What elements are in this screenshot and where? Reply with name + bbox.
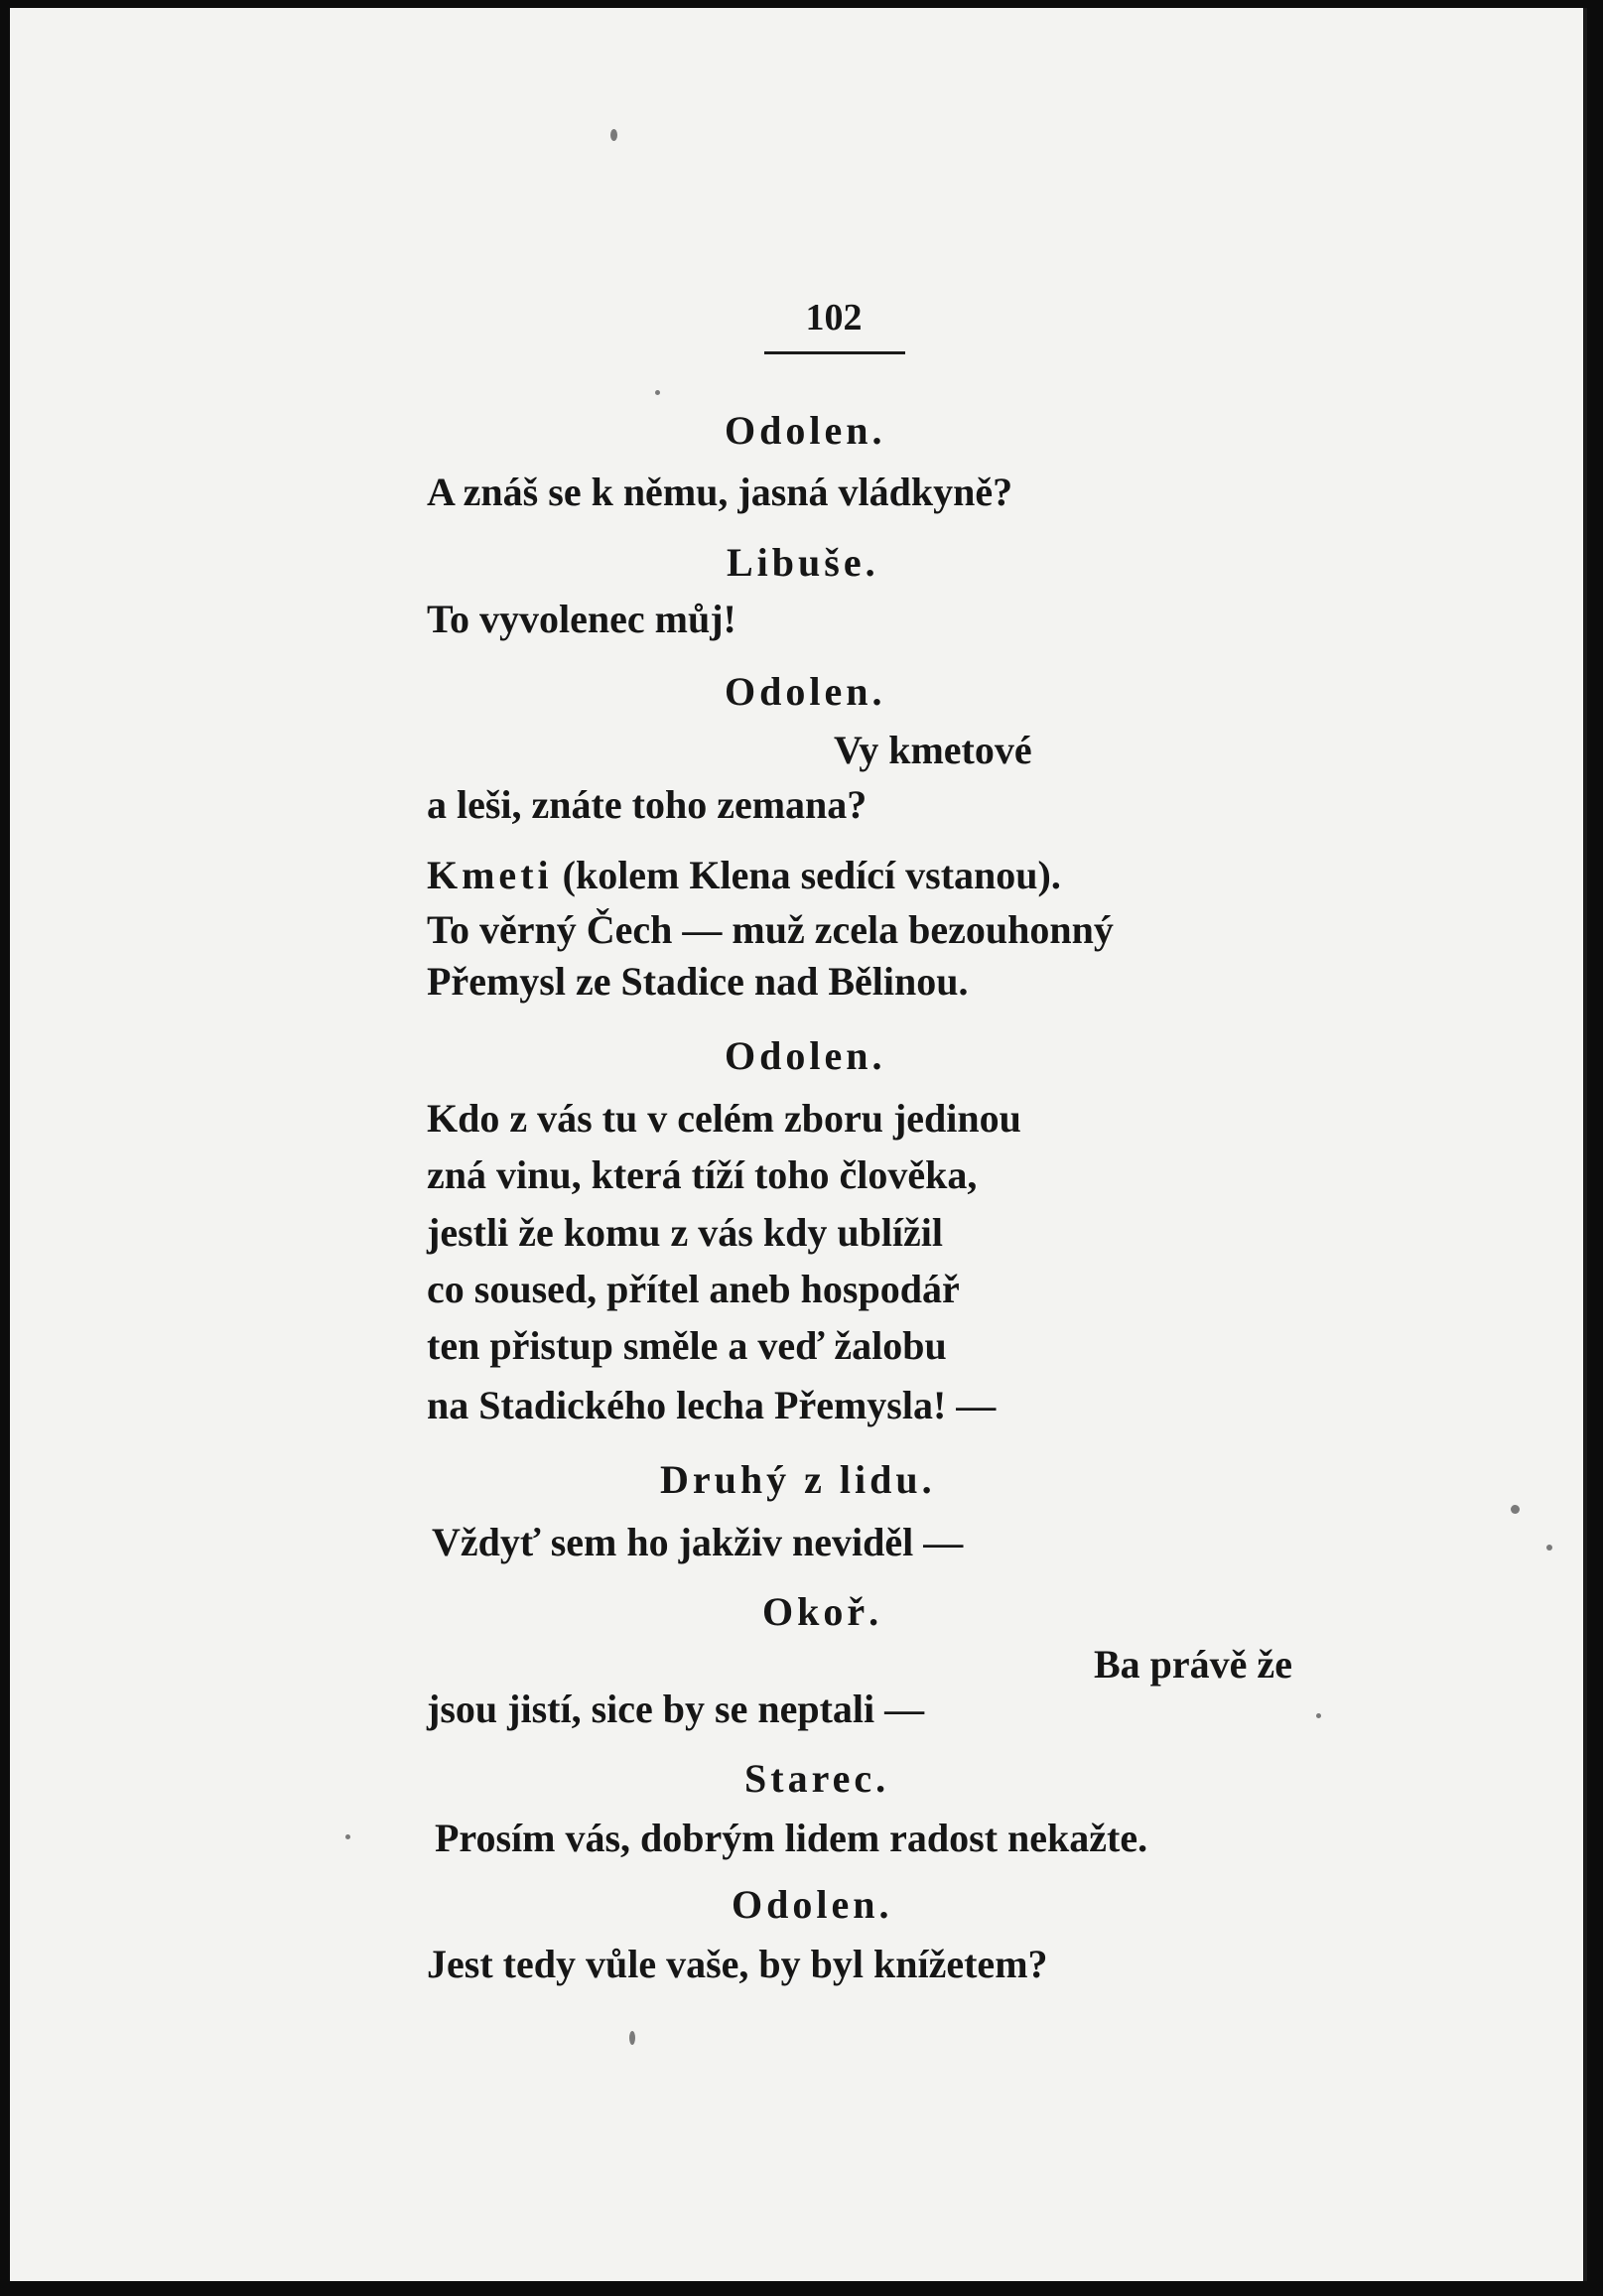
verse-line: a leši, znáte toho zemana? <box>427 782 868 827</box>
speaker-heading: Okoř. <box>762 1589 883 1634</box>
verse-line: zná vinu, která tíží toho člověka, <box>427 1152 978 1197</box>
scan-speck <box>629 2031 635 2045</box>
speaker-heading: Druhý z lidu. <box>660 1457 936 1502</box>
verse-line: jsou jistí, sice by se neptali — <box>427 1687 925 1731</box>
speaker-heading: Libuše. <box>727 540 879 585</box>
scan-speck <box>655 390 660 395</box>
verse-line: Vždyť sem ho jakživ neviděl — <box>432 1520 964 1564</box>
speaker-heading: Odolen. <box>725 1033 886 1078</box>
verse-line: Vy kmetové <box>834 728 1032 772</box>
verse-line: ten přistup směle a veď žalobu <box>427 1323 947 1368</box>
verse-line: Přemysl ze Stadice nad Bělinou. <box>427 959 969 1004</box>
verse-line: Kdo z vás tu v celém zboru jedinou <box>427 1096 1021 1141</box>
book-page <box>10 8 1587 2281</box>
stage-direction-line <box>427 850 1061 901</box>
scan-speck <box>1546 1545 1552 1551</box>
page-number: 102 <box>805 297 863 338</box>
scan-speck <box>610 129 617 141</box>
verse-line: Prosím vás, dobrým lidem radost nekažte. <box>435 1816 1148 1860</box>
verse-line: na Stadického lecha Přemysla! — <box>427 1383 997 1427</box>
scan-speck <box>1316 1713 1321 1718</box>
speaker-heading: Odolen. <box>725 408 886 453</box>
speaker-heading: Odolen. <box>732 1882 893 1927</box>
stage-direction: (kolem Klena sedící vstanou). <box>562 853 1061 897</box>
scan-speck <box>345 1834 350 1839</box>
speaker-heading: Starec. <box>744 1756 890 1801</box>
verse-line: Ba právě že <box>1094 1642 1292 1687</box>
verse-line: jestli že komu z vás kdy ublížil <box>427 1210 944 1255</box>
verse-line: Jest tedy vůle vaše, by byl knížetem? <box>427 1942 1048 1986</box>
speaker-heading: Odolen. <box>725 669 886 714</box>
page-text <box>10 8 1583 2281</box>
verse-line: co soused, přítel aneb hospodář <box>427 1267 960 1311</box>
verse-line: To vyvolenec můj! <box>427 597 736 641</box>
verse-line: To věrný Čech — muž zcela bezouhonný <box>427 907 1114 952</box>
scan-speck <box>1511 1505 1520 1514</box>
speaker-heading: Kmeti <box>427 853 553 897</box>
verse-line: A znáš se k němu, jasná vládkyně? <box>427 470 1013 514</box>
